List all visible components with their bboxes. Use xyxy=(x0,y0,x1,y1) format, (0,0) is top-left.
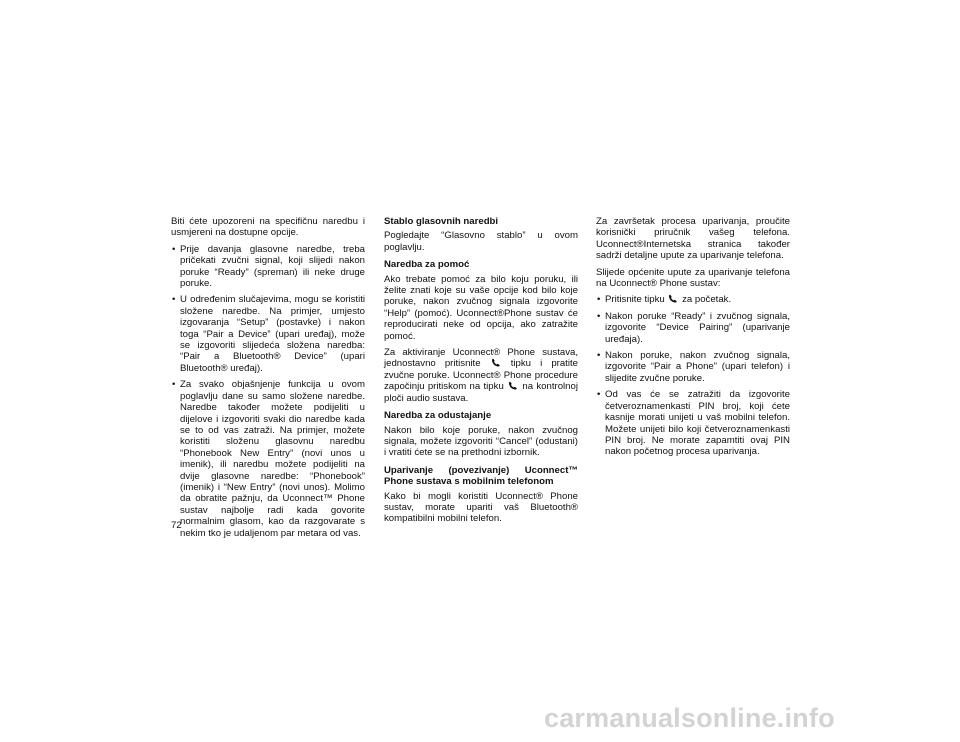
list-item: • Nakon poruke “Ready” i zvučnog signala, izgovorite “Device Pairing” (uparivanje uređaja). xyxy=(596,311,790,345)
paragraph-aktiviranje xyxy=(384,347,578,404)
phone-icon xyxy=(668,294,678,303)
paragraph-upute: Slijede općenite upute za uparivanje telefona na Uconnect® Phone sustav: xyxy=(596,266,790,290)
list-item: • Za svako objašnjenje funkcija u ovom poglavlju dane su samo složene naredbe. Naredbe također možete podijeliti u dijelove i izgovoriti svaki dio naredbe kada se to od vas zatraži. Na primjer, možete koristiti složenu glasovnu naredbu “Phonebook New Entry” (novi unos u imenik), ili naredbu možete podijeliti na dvije glasovne naredbe: “Phonebook” (imenik) i “New Entry” (novi unos). Molimo da obratite pažnju, da Uconnect™ Phone sustav najbolje radi kada govorite normalnim glasom, kao da razgovarate s nekim tko je udaljenom par metara od vas. xyxy=(171,379,365,539)
list-item: • Prije davanja glasovne naredbe, treba pričekati zvučni signal, koji slijedi nakon poruke “Ready” (spreman) ili neke druge poruke. xyxy=(171,244,365,290)
text-fragment: tipku i pratite zvučne poruke. Uconnect® Phone procedure započinju pritiskom na tipku xyxy=(384,358,578,393)
page-number: 72 xyxy=(171,520,182,531)
text-fragment: Pritisnite tipku xyxy=(605,294,665,306)
paragraph-zavrsetak: Za završetak procesa uparivanja, proučite korisnički priručnik vašeg telefona. Uconnect®Internetska stranica također sadrži detaljne upute za uparivanje telefona. xyxy=(596,216,790,262)
column-middle xyxy=(384,216,578,530)
list-item xyxy=(596,294,790,305)
tips-list xyxy=(171,244,365,539)
watermark: carmanualsonline.info xyxy=(544,703,835,733)
column-right xyxy=(596,216,790,463)
paragraph-pomoc: Ako trebate pomoć za bilo koju poruku, ili želite znati koje su vaše opcije kod bilo koje poruke, nakon zvučnog signala izgovorite “Help” (pomoć). Uconnect®Phone sustav će reproducirati neke od opcija, ako zatražite pomoć. xyxy=(384,273,578,342)
pairing-steps-list xyxy=(596,294,790,457)
text-fragment: na kontrolnoj ploči audio sustava. xyxy=(384,381,578,404)
text-fragment: za početak. xyxy=(682,294,732,306)
list-item: • U određenim slučajevima, mogu se koristiti složene naredbe. Na primjer, umjesto izgovaranja “Setup” (postavke) i nakon toga “Pair a Device” (upari uređaj), može se izgovoriti slijedeća složena naredba: “Pair a Bluetooth® Device” (upari Bluetooth® uređaj). xyxy=(171,294,365,374)
section-heading-pomoc: Naredba za pomoć xyxy=(384,259,470,271)
list-item: • Nakon poruke, nakon zvučnog signala, izgovorite “Pair a Phone” (upari telefon) i slijedite zvučne poruke. xyxy=(596,350,790,384)
paragraph-uparivanje: Kako bi mogli koristiti Uconnect® Phone sustav, morate upariti vaš Bluetooth® kompatibilni mobilni telefon. xyxy=(384,490,578,525)
column-left xyxy=(171,216,365,544)
section-heading-stablo: Stablo glasovnih naredbi xyxy=(384,216,499,227)
section-heading-uparivanje: Uparivanje (povezivanje) Uconnect™ Phone sustava s mobilnim telefonom xyxy=(384,464,578,488)
text-fragment: Za aktiviranje Uconnect® Phone sustava, jednostavno pritisnite xyxy=(384,347,578,370)
phone-icon xyxy=(508,381,518,390)
intro-paragraph: Biti ćete upozoreni na specifičnu naredbu i usmjereni na dostupne opcije. xyxy=(171,216,365,239)
section-heading-odustajanje: Naredba za odustajanje xyxy=(384,410,492,422)
paragraph-odustajanje: Nakon bilo koje poruke, nakon zvučnog signala, možete izgovoriti “Cancel” (odustani) i vratiti ćete se na prethodni izbornik. xyxy=(384,424,578,459)
phone-icon xyxy=(491,358,501,367)
list-item: • Od vas će se zatražiti da izgovorite četveroznamenkasti PIN broj, koji ćete kasnije morati unijeti u vaš mobilni telefon. Možete unijeti bilo koji četveroznamenkasti PIN broj. Ne morate zapamtiti ovaj PIN nakon početnog procesa uparivanja. xyxy=(596,389,790,457)
paragraph-stablo: Pogledajte “Glasovno stablo” u ovom poglavlju. xyxy=(384,230,578,253)
